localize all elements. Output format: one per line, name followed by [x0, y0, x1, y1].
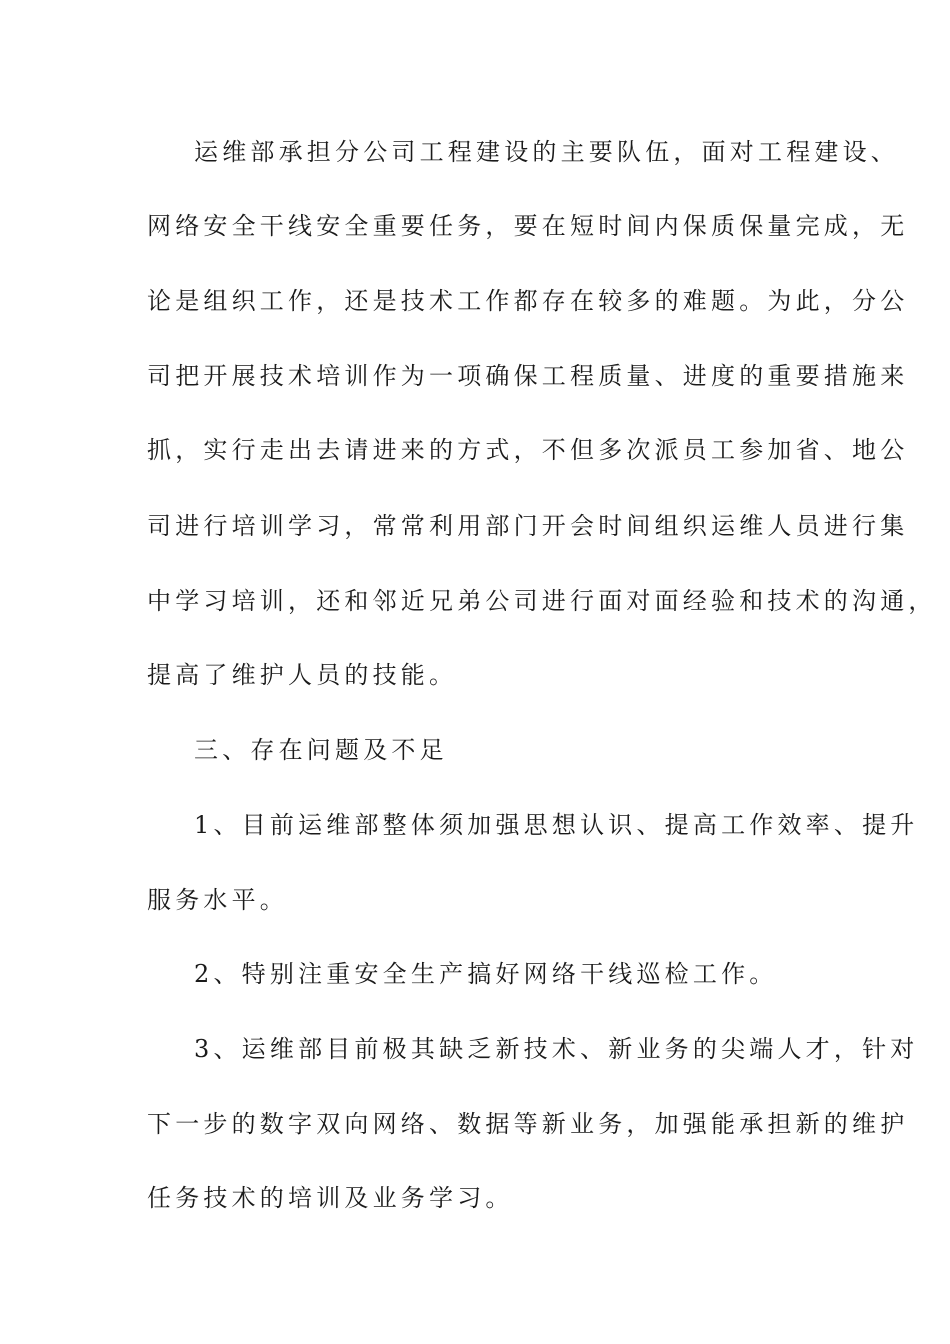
paragraph-line: 网络安全干线安全重要任务，要在短时间内保质保量完成，无: [147, 212, 909, 240]
list-item-line: 服务水平。: [147, 886, 288, 914]
section-heading: 三、存在问题及不足: [194, 736, 448, 764]
paragraph-line: 论是组织工作，还是技术工作都存在较多的难题。为此，分公: [147, 287, 909, 315]
paragraph-line: 中学习培训，还和邻近兄弟公司进行面对面经验和技术的沟通，: [147, 587, 937, 615]
paragraph-line: 运维部承担分公司工程建设的主要队伍，面对工程建设、: [194, 138, 899, 166]
list-item-line: 下一步的数字双向网络、数据等新业务，加强能承担新的维护: [147, 1110, 909, 1138]
list-item-line: 3、运维部目前极其缺乏新技术、新业务的尖端人才，针对: [194, 1035, 919, 1063]
paragraph-line: 司进行培训学习，常常利用部门开会时间组织运维人员进行集: [147, 512, 909, 540]
paragraph-line: 提高了维护人员的技能。: [147, 661, 458, 689]
list-item-line: 1、目前运维部整体须加强思想认识、提高工作效率、提升: [194, 811, 919, 839]
paragraph-line: 抓，实行走出去请进来的方式，不但多次派员工参加省、地公: [147, 436, 909, 464]
paragraph-line: 司把开展技术培训作为一项确保工程质量、进度的重要措施来: [147, 362, 909, 390]
list-item-line: 任务技术的培训及业务学习。: [147, 1184, 514, 1212]
list-item-line: 2、特别注重安全生产搞好网络干线巡检工作。: [194, 960, 778, 988]
